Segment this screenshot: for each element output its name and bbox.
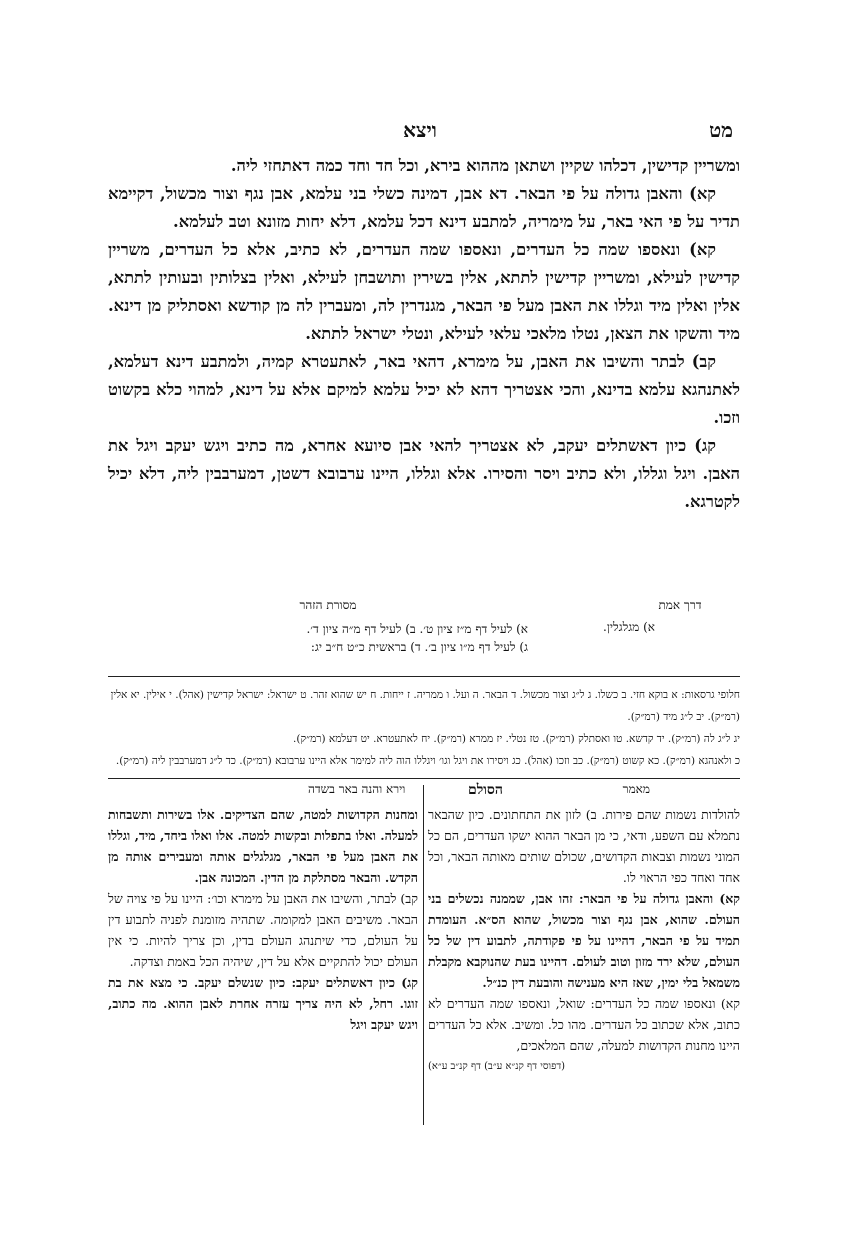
mesoret-line: ג) לעיל דף מ״ו ציון ב׳. ד) בראשית כ״ט ח״ב יג: xyxy=(310,640,528,654)
mesoret-heading: מסורת הזהר xyxy=(299,598,357,612)
portion-title: ויצא xyxy=(403,118,437,142)
variant-readings xyxy=(108,684,740,772)
variant-line: יג ל״ג לה (רמ״ק). יד קדשא. טו ואסתלק (רמ״ק). טז נטלי. יז ממרא (רמ״ק). יח לאתעטרא. יט דעלמא (רמ״ק). xyxy=(293,733,740,745)
commentary-headers xyxy=(108,782,740,802)
commentary-paragraph: קא) והאבן גדולה על פי הבאר: זהו אבן, שממנה נכשלים בני העולם. שהוא, אבן נגף וצור מכשול, שהוא הס״א. העומדת תמיד על פי הבאר, דהיינו על פי פקודתה, לתבוע דין של כל העולם, שלא ירד מזון וטוב לעולם. דהיינו בעת שהנוקבא מקבלת משמאל בלי ימין, שאז היא מענישה והובעת דין כנ״ל. xyxy=(428,891,740,990)
commentary-paragraph: קב) לבתר, והשיבו את האבן על מימרא וכו׳: היינו על פי צויה של הבאר. משיבים האבן למקומה. שתהיה מזומנת לפניה לתבוע דין על העולם, כדי שיתנהג העולם בדין, וכן צריך להיות. כי אין העולם יכול להתקיים אלא על דין, שיהיה הכל באמת וצדקה. xyxy=(108,891,418,969)
page-number: מט xyxy=(709,118,733,142)
maamar-heading: מאמר xyxy=(622,782,650,796)
variant-line: כ ולאנהגא (רמ״ק). כא קשוט (רמ״ק). כב וזכו (אהל). כג ויסירו את ויגל וגו׳ ויגללו הוה ליה למימר אלא היינו ערבובא (רמ״ק). כד ל״ג דמערבבין ליה (רמ״ק). xyxy=(115,755,740,767)
variant-line: חלופי גרסאות: א בוקא חזי. ב כשלו. ג ל״ג וצור מכשול. ד הבאר. ה ועל. ו ממריה. ז ייחות. ח יש שהוא זהר. ט ישראל: ישראל קדישין (אהל). י אילין. יא אלין (רמ״ק). יב ל״ג מיד (רמ״ק). xyxy=(110,689,740,723)
main-paragraph: ומשריין קדישין, דכלהו שקיין ושתאן מההוא בירא, וכל חד וחד כמה דאתחזי ליה. xyxy=(230,156,740,175)
main-paragraph: קב) לבתר והשיבו את האבן, על מימרא, דהאי באר, לאתעטרא קמיה, ולמתבע דינא דעלמא, לאתנהגא עלמא בדינא, והכי אצטריך דהא לא יכיל עלמא למיקם אלא על דינא, למהוי כלא בקשוט וזכו. xyxy=(108,352,740,427)
sulam-left-column xyxy=(108,804,418,1035)
derech-emet-heading: דרך אמת xyxy=(658,598,702,612)
commentary-paragraph: קא) ונאספו שמה כל העדרים: שואל, ונאספו שמה העדרים לא כתוב, אלא שכתוב כל העדרים. מהו כל. ומשיב. אלא כל העדרים היינו מחנות הקדושות למעלה, שהם המלאכים, xyxy=(428,996,740,1053)
sulam-right-column xyxy=(428,804,740,1077)
main-paragraph: קא) והאבן גדולה על פי הבאר. דא אבן, דמינה כשלי בני עלמא, אבן נגף וצור מכשול, דקיימא תדיר על פי האי באר, על מימריה, למתבע דינא דכל עלמא, דלא יחות מזונא וטב לעלמא. xyxy=(108,184,740,231)
commentary-paragraph: קג) כיון דאשתלים יעקב: כיון שנשלם יעקב. כי מצא את בת זוגו. רחל, לא היה צריך עזרה אחרת לאבן ההוא. מה כתוב, ויגש יעקב ויגל xyxy=(108,975,418,1032)
sulam-heading: הסולם xyxy=(468,782,503,798)
vayar-heading: וירא והנה באר בשדה xyxy=(308,782,406,796)
main-paragraph: קג) כיון דאשתלים יעקב, לא אצטריך להאי אבן סיועא אחרא, מה כתיב ויגש יעקב ויגל את האבן. ויגל וגללו, ולא כתיב ויסר והסירו. אלא וגללו, היינו ערבובא דשטן, דמערבבין ליה, דלא יכיל לקטרגא. xyxy=(108,436,740,511)
derech-emet-note: א) מגלגלין. xyxy=(603,620,655,634)
notes-headers xyxy=(108,598,740,618)
page-header xyxy=(0,118,843,146)
column-divider xyxy=(423,785,424,1125)
commentary-paragraph: ומחנות הקדושות למטה, שהם הצדיקים. אלו בשירות ותשבחות למעלה. ואלו בתפלות ובקשות למטה. אלו ואלו ביחד, מיד, וגללו את האבן מעל פי הבאר, מגלגלים אותה ומעבירים אותה מן הקדש. והבאר מסתלקת מן הדין. המכונה אבן. xyxy=(108,807,418,885)
divider xyxy=(108,676,740,677)
mesoret-line: א) לעיל דף מ״ז ציון ט׳. ב) לעיל דף מ״ה ציון ד׳. xyxy=(306,622,528,636)
zohar-main-text xyxy=(108,152,740,516)
commentary-paragraph: להולדות נשמות שהם פירות. ב) לזון את התחתונים. כיון שהבאר נתמלא עם השפע, ודאי, כי מן הבאר ההוא ישקו העדרים, הם כל המוני נשמות וצבאות הקדושים, שכולם שותים מאותה הבאר, וכל אחד ואחד כפי הראוי לו. xyxy=(428,807,740,885)
main-paragraph: קא) ונאספו שמה כל העדרים, ונאספו שמה העדרים, לא כתיב, אלא כל העדרים, משריין קדישין לעילא, ומשריין קדישין לתתא, אלין בשירין ותושבחן לעילא, ואלין בצלותין ובעותין לתתא, אלין ואלין מיד וגללו את האבן מעל פי הבאר, מגנדרין לה, ומעברין לה מן קודשא ואסתליק מן דינא. מיד והשקו את הצאן, נטלו מלאכי עלאי לעילא, ונטלי ישראל לתתא. xyxy=(108,240,740,343)
print-reference: (דפוסי דף קנ״א ע״ב) דף קנ״ב ע״א) xyxy=(428,1061,566,1072)
divider xyxy=(108,778,740,779)
mesoret-notes xyxy=(108,620,528,656)
